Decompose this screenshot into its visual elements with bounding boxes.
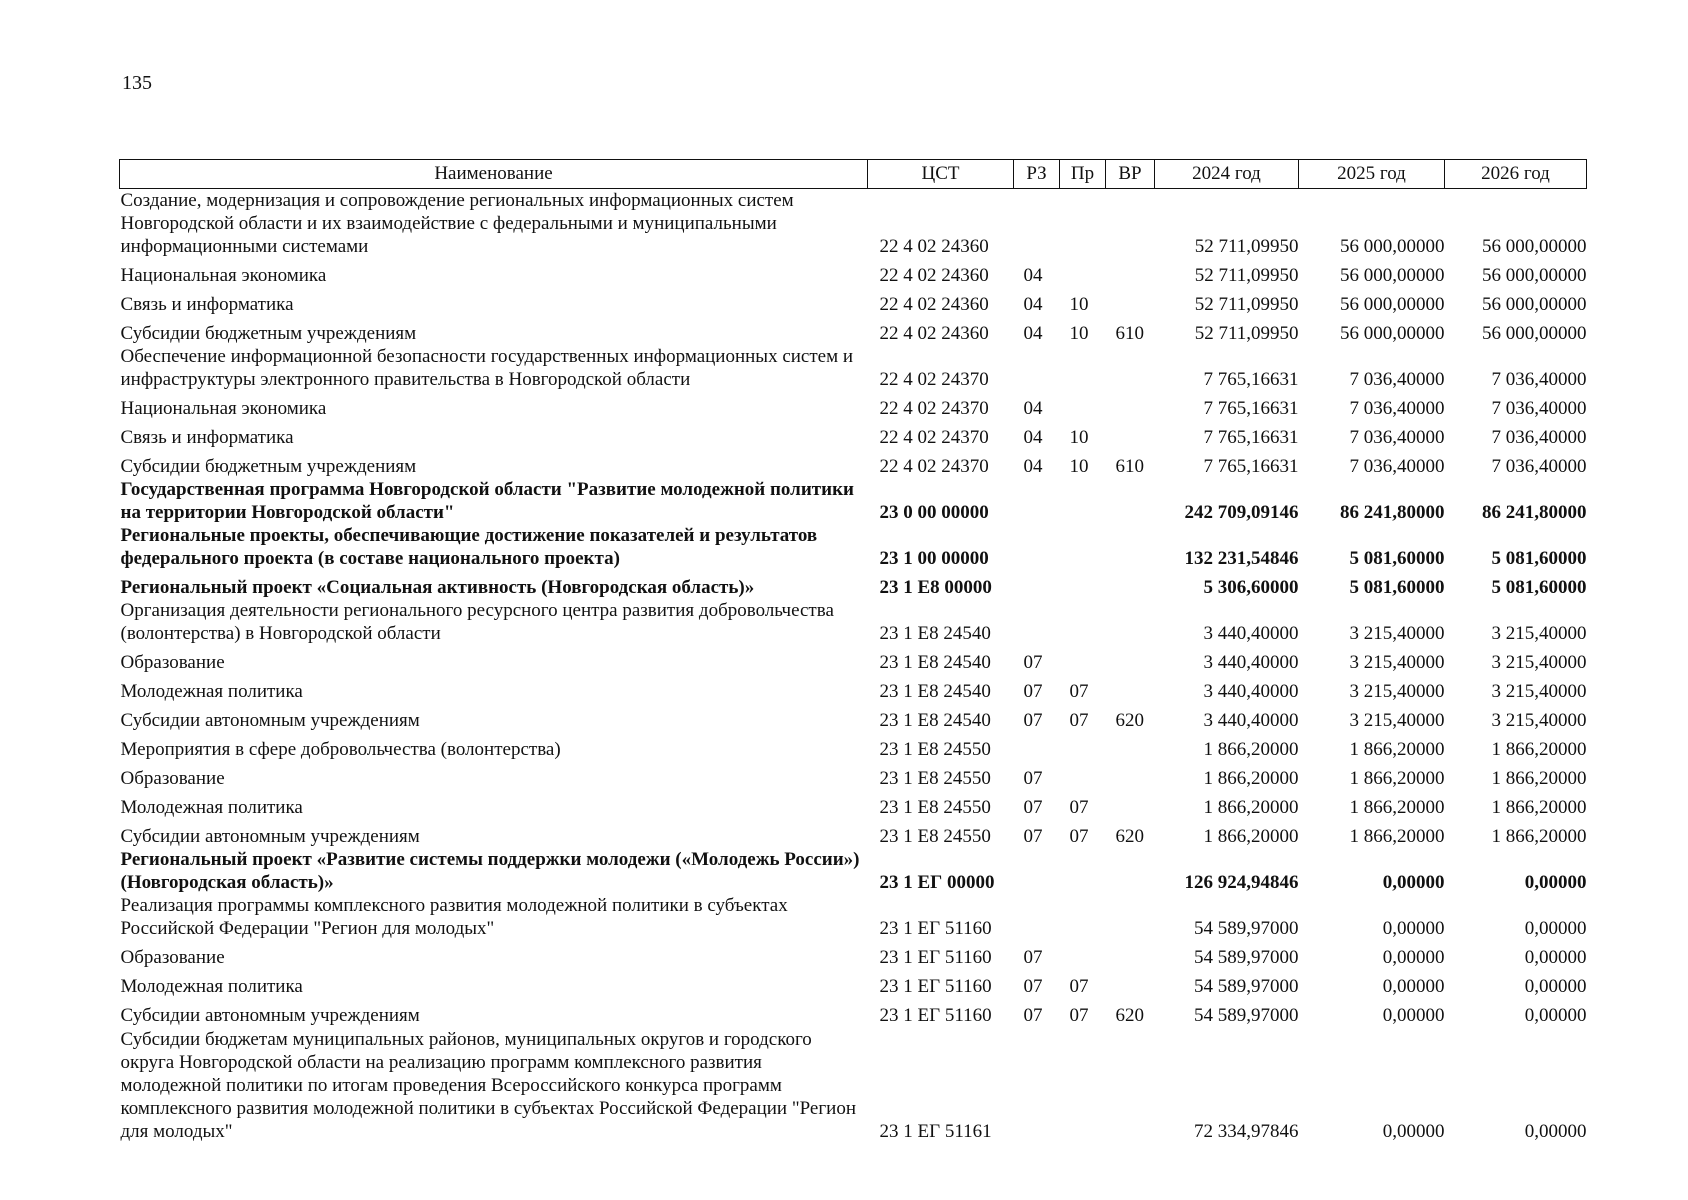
row-name: Субсидии бюджетным учреждениям (120, 456, 417, 477)
table-row (120, 316, 1587, 345)
table-header-row (120, 160, 1587, 189)
row-pr (1060, 848, 1106, 894)
row-2024: 52 711,09950 (1194, 323, 1299, 344)
row-2025: 1 866,20000 (1349, 739, 1445, 760)
row-2026: 56 000,00000 (1482, 236, 1587, 257)
row-2024: 54 589,97000 (1194, 976, 1299, 997)
row-vr (1106, 894, 1155, 940)
row-rz (1014, 732, 1060, 761)
row-2024: 1 866,20000 (1203, 739, 1299, 760)
row-vr (1106, 345, 1155, 391)
table-row (120, 189, 1587, 259)
row-2026: 56 000,00000 (1482, 265, 1587, 286)
row-rz: 07 (1023, 710, 1043, 731)
row-vr (1106, 645, 1155, 674)
row-2024: 54 589,97000 (1194, 947, 1299, 968)
row-pr: 07 (1069, 797, 1089, 818)
row-vr (1106, 524, 1155, 570)
row-rz (1014, 1027, 1060, 1143)
row-2024: 126 924,94846 (1184, 872, 1299, 893)
row-rz: 04 (1023, 427, 1043, 448)
row-pr (1060, 599, 1106, 645)
row-rz: 07 (1023, 976, 1043, 997)
row-pr (1060, 940, 1106, 969)
table-row (120, 287, 1587, 316)
row-2026: 0,00000 (1524, 1005, 1587, 1026)
table-row (120, 732, 1587, 761)
row-2026: 3 215,40000 (1491, 623, 1587, 644)
table-row (120, 420, 1587, 449)
row-2026: 1 866,20000 (1491, 739, 1587, 760)
row-cst: 23 1 ЕГ 51161 (879, 1121, 992, 1142)
row-pr: 07 (1069, 826, 1089, 847)
row-pr: 07 (1069, 681, 1089, 702)
row-name: Образование (120, 947, 225, 968)
row-2025: 1 866,20000 (1349, 768, 1445, 789)
row-vr (1106, 790, 1155, 819)
row-2024: 5 306,60000 (1203, 577, 1299, 598)
row-rz (1014, 570, 1060, 599)
table-row (120, 790, 1587, 819)
row-cst: 23 1 E8 24550 (879, 797, 991, 818)
row-rz (1014, 599, 1060, 645)
row-name: Субсидии бюджетным учреждениям (120, 323, 417, 344)
table-row (120, 345, 1587, 391)
row-rz (1014, 524, 1060, 570)
row-2026: 5 081,60000 (1491, 548, 1587, 569)
row-rz: 07 (1023, 1005, 1043, 1026)
row-rz: 07 (1023, 797, 1043, 818)
row-pr (1060, 894, 1106, 940)
row-cst: 23 1 E8 24550 (879, 768, 991, 789)
row-2025: 1 866,20000 (1349, 826, 1445, 847)
table-row (120, 940, 1587, 969)
row-name: Региональные проекты, обеспечивающие достижение показателей и результатов федерального проекта (в составе национального проекта) (120, 525, 818, 569)
row-name: Обеспечение информационной безопасности государственных информационных систем и инфраструктуры электронного правительства в Новгородской области (120, 346, 854, 390)
row-cst: 22 4 02 24370 (879, 398, 989, 419)
row-name: Молодежная политика (120, 976, 303, 997)
row-vr (1106, 940, 1155, 969)
row-vr: 620 (1115, 826, 1144, 847)
row-2024: 72 334,97846 (1194, 1121, 1299, 1142)
table-row (120, 524, 1587, 570)
row-2024: 7 765,16631 (1203, 456, 1299, 477)
row-2024: 3 440,40000 (1203, 623, 1299, 644)
row-2026: 7 036,40000 (1491, 427, 1587, 448)
row-pr: 07 (1069, 710, 1089, 731)
row-2024: 7 765,16631 (1203, 427, 1299, 448)
row-cst: 23 1 00 00000 (879, 548, 989, 569)
row-2024: 54 589,97000 (1194, 1005, 1299, 1026)
row-rz (1014, 478, 1060, 524)
table-row (120, 258, 1587, 287)
row-cst: 22 4 02 24370 (879, 456, 989, 477)
row-name: Реализация программы комплексного развития молодежной политики в субъектах Российской Федерации "Регион для молодых" (120, 895, 788, 939)
row-cst: 23 1 ЕГ 00000 (879, 872, 995, 893)
row-2025: 1 866,20000 (1349, 797, 1445, 818)
row-cst: 22 4 02 24360 (879, 265, 989, 286)
row-2026: 0,00000 (1524, 872, 1587, 893)
row-vr (1106, 189, 1155, 259)
row-2024: 52 711,09950 (1194, 265, 1299, 286)
row-vr (1106, 570, 1155, 599)
row-2025: 7 036,40000 (1349, 398, 1445, 419)
row-name: Образование (120, 768, 225, 789)
row-2024: 132 231,54846 (1184, 548, 1299, 569)
row-cst: 23 1 ЕГ 51160 (879, 918, 992, 939)
header-name: Наименование (120, 160, 868, 189)
row-rz (1014, 848, 1060, 894)
row-2024: 242 709,09146 (1184, 502, 1299, 523)
row-pr (1060, 478, 1106, 524)
row-name: Национальная экономика (120, 265, 327, 286)
header-2024: 2024 год (1155, 160, 1299, 189)
row-2025: 56 000,00000 (1340, 294, 1445, 315)
row-2025: 3 215,40000 (1349, 652, 1445, 673)
row-vr (1106, 761, 1155, 790)
header-2025: 2025 год (1299, 160, 1445, 189)
row-rz: 04 (1023, 456, 1043, 477)
row-vr: 620 (1115, 710, 1144, 731)
row-name: Молодежная политика (120, 797, 303, 818)
row-cst: 23 1 E8 24540 (879, 623, 991, 644)
row-2026: 56 000,00000 (1482, 323, 1587, 344)
row-2026: 1 866,20000 (1491, 797, 1587, 818)
row-2026: 5 081,60000 (1491, 577, 1587, 598)
row-vr (1106, 258, 1155, 287)
row-pr (1060, 345, 1106, 391)
row-pr (1060, 391, 1106, 420)
row-pr: 07 (1069, 1005, 1089, 1026)
row-2024: 1 866,20000 (1203, 768, 1299, 789)
row-cst: 22 4 02 24370 (879, 369, 989, 390)
table-row (120, 478, 1587, 524)
row-pr (1060, 761, 1106, 790)
row-rz: 07 (1023, 652, 1043, 673)
table-row (120, 570, 1587, 599)
row-rz: 07 (1023, 768, 1043, 789)
row-rz (1014, 189, 1060, 259)
row-2025: 3 215,40000 (1349, 681, 1445, 702)
row-cst: 23 1 E8 24540 (879, 710, 991, 731)
row-2026: 1 866,20000 (1491, 826, 1587, 847)
row-rz (1014, 345, 1060, 391)
row-name: Субсидии бюджетам муниципальных районов, муниципальных округов и городского округа Новгородской области на реализацию программ комплексного развития молодежной политики по итогам проведения Всероссийского конкурса программ комплексного развития молодежной политики в субъектах Российской Федерации "Регион для молодых" (120, 1029, 856, 1142)
row-name: Государственная программа Новгородской области "Развитие молодежной политики на территории Новгородской области" (120, 479, 854, 523)
table-row (120, 674, 1587, 703)
header-vr: ВР (1106, 160, 1155, 189)
row-vr (1106, 848, 1155, 894)
row-2025: 7 036,40000 (1349, 456, 1445, 477)
row-name: Мероприятия в сфере добровольчества (волонтерства) (120, 739, 561, 760)
row-name: Национальная экономика (120, 398, 327, 419)
row-2026: 3 215,40000 (1491, 652, 1587, 673)
row-2024: 52 711,09950 (1194, 236, 1299, 257)
row-vr (1106, 969, 1155, 998)
table-row (120, 819, 1587, 848)
row-cst: 23 1 E8 24550 (879, 739, 991, 760)
row-2025: 5 081,60000 (1349, 577, 1445, 598)
table-row (120, 894, 1587, 940)
row-name: Связь и информатика (120, 294, 294, 315)
table-row (120, 1027, 1587, 1143)
row-name: Субсидии автономным учреждениям (120, 826, 420, 847)
row-2026: 56 000,00000 (1482, 294, 1587, 315)
row-name: Организация деятельности регионального ресурсного центра развития добровольчества (волонтерства) в Новгородской области (120, 600, 834, 644)
row-2026: 7 036,40000 (1491, 398, 1587, 419)
row-cst: 23 1 ЕГ 51160 (879, 1005, 992, 1026)
row-pr (1060, 1027, 1106, 1143)
row-2024: 7 765,16631 (1203, 369, 1299, 390)
row-pr (1060, 570, 1106, 599)
row-pr (1060, 189, 1106, 259)
budget-table (119, 159, 1587, 1143)
header-cst: ЦСТ (868, 160, 1014, 189)
row-2025: 0,00000 (1382, 1005, 1445, 1026)
row-2026: 3 215,40000 (1491, 710, 1587, 731)
row-cst: 23 1 E8 24550 (879, 826, 991, 847)
row-vr (1106, 599, 1155, 645)
row-2025: 0,00000 (1382, 872, 1445, 893)
row-cst: 22 4 02 24360 (879, 323, 989, 344)
row-pr (1060, 732, 1106, 761)
row-2024: 1 866,20000 (1203, 797, 1299, 818)
table-row (120, 645, 1587, 674)
row-2026: 86 241,80000 (1482, 502, 1587, 523)
row-cst: 22 4 02 24360 (879, 236, 989, 257)
row-pr: 10 (1069, 456, 1089, 477)
row-name: Связь и информатика (120, 427, 294, 448)
row-pr (1060, 645, 1106, 674)
row-cst: 23 1 ЕГ 51160 (879, 947, 992, 968)
row-vr (1106, 287, 1155, 316)
row-2026: 1 866,20000 (1491, 768, 1587, 789)
row-2025: 0,00000 (1382, 976, 1445, 997)
row-pr: 10 (1069, 294, 1089, 315)
row-cst: 22 4 02 24360 (879, 294, 989, 315)
row-2025: 0,00000 (1382, 918, 1445, 939)
row-vr (1106, 732, 1155, 761)
row-2025: 0,00000 (1382, 947, 1445, 968)
row-2026: 0,00000 (1524, 1121, 1587, 1142)
row-pr: 10 (1069, 427, 1089, 448)
row-cst: 23 1 E8 24540 (879, 652, 991, 673)
row-pr (1060, 524, 1106, 570)
row-2026: 7 036,40000 (1491, 456, 1587, 477)
row-rz: 04 (1023, 265, 1043, 286)
row-name: Субсидии автономным учреждениям (120, 1005, 420, 1026)
table-row (120, 703, 1587, 732)
table-row (120, 998, 1587, 1027)
row-2025: 7 036,40000 (1349, 427, 1445, 448)
row-2024: 52 711,09950 (1194, 294, 1299, 315)
row-vr (1106, 478, 1155, 524)
row-2026: 0,00000 (1524, 976, 1587, 997)
row-cst: 23 0 00 00000 (879, 502, 989, 523)
header-2026: 2026 год (1445, 160, 1587, 189)
table-row (120, 449, 1587, 478)
row-2024: 1 866,20000 (1203, 826, 1299, 847)
row-pr (1060, 258, 1106, 287)
row-cst: 23 1 E8 00000 (879, 577, 992, 598)
row-2026: 0,00000 (1524, 918, 1587, 939)
row-2025: 5 081,60000 (1349, 548, 1445, 569)
row-2025: 0,00000 (1382, 1121, 1445, 1142)
table-row (120, 599, 1587, 645)
row-pr: 10 (1069, 323, 1089, 344)
row-name: Региональный проект «Развитие системы поддержки молодежи («Молодежь России») (Новгородская область)» (120, 849, 860, 893)
row-rz: 07 (1023, 947, 1043, 968)
row-rz: 04 (1023, 323, 1043, 344)
row-2024: 3 440,40000 (1203, 652, 1299, 673)
row-2025: 86 241,80000 (1340, 502, 1445, 523)
row-cst: 23 1 ЕГ 51160 (879, 976, 992, 997)
row-name: Создание, модернизация и сопровождение региональных информационных систем Новгородской области и их взаимодействие с федеральными и муниципальными информационными системами (120, 190, 794, 257)
row-rz: 04 (1023, 294, 1043, 315)
row-vr (1106, 674, 1155, 703)
row-2026: 7 036,40000 (1491, 369, 1587, 390)
row-cst: 23 1 E8 24540 (879, 681, 991, 702)
row-vr: 610 (1115, 456, 1144, 477)
row-2025: 7 036,40000 (1349, 369, 1445, 390)
row-rz: 07 (1023, 681, 1043, 702)
row-vr: 620 (1115, 1005, 1144, 1026)
row-name: Молодежная политика (120, 681, 303, 702)
row-name: Образование (120, 652, 225, 673)
table-row (120, 848, 1587, 894)
page-number: 135 (122, 72, 152, 94)
row-vr (1106, 1027, 1155, 1143)
row-2024: 3 440,40000 (1203, 681, 1299, 702)
row-rz: 04 (1023, 398, 1043, 419)
row-2024: 7 765,16631 (1203, 398, 1299, 419)
row-2024: 54 589,97000 (1194, 918, 1299, 939)
row-rz: 07 (1023, 826, 1043, 847)
row-2026: 0,00000 (1524, 947, 1587, 968)
table-row (120, 761, 1587, 790)
row-vr (1106, 391, 1155, 420)
row-name: Субсидии автономным учреждениям (120, 710, 420, 731)
row-vr (1106, 420, 1155, 449)
row-2025: 3 215,40000 (1349, 623, 1445, 644)
table-row (120, 969, 1587, 998)
row-2025: 56 000,00000 (1340, 236, 1445, 257)
row-pr: 07 (1069, 976, 1089, 997)
row-2025: 3 215,40000 (1349, 710, 1445, 731)
row-2025: 56 000,00000 (1340, 323, 1445, 344)
row-2024: 3 440,40000 (1203, 710, 1299, 731)
row-cst: 22 4 02 24370 (879, 427, 989, 448)
row-name: Региональный проект «Социальная активность (Новгородская область)» (120, 577, 755, 598)
row-vr: 610 (1115, 323, 1144, 344)
row-2025: 56 000,00000 (1340, 265, 1445, 286)
row-2026: 3 215,40000 (1491, 681, 1587, 702)
table-row (120, 391, 1587, 420)
header-pr: Пр (1060, 160, 1106, 189)
header-rz: РЗ (1014, 160, 1060, 189)
row-rz (1014, 894, 1060, 940)
